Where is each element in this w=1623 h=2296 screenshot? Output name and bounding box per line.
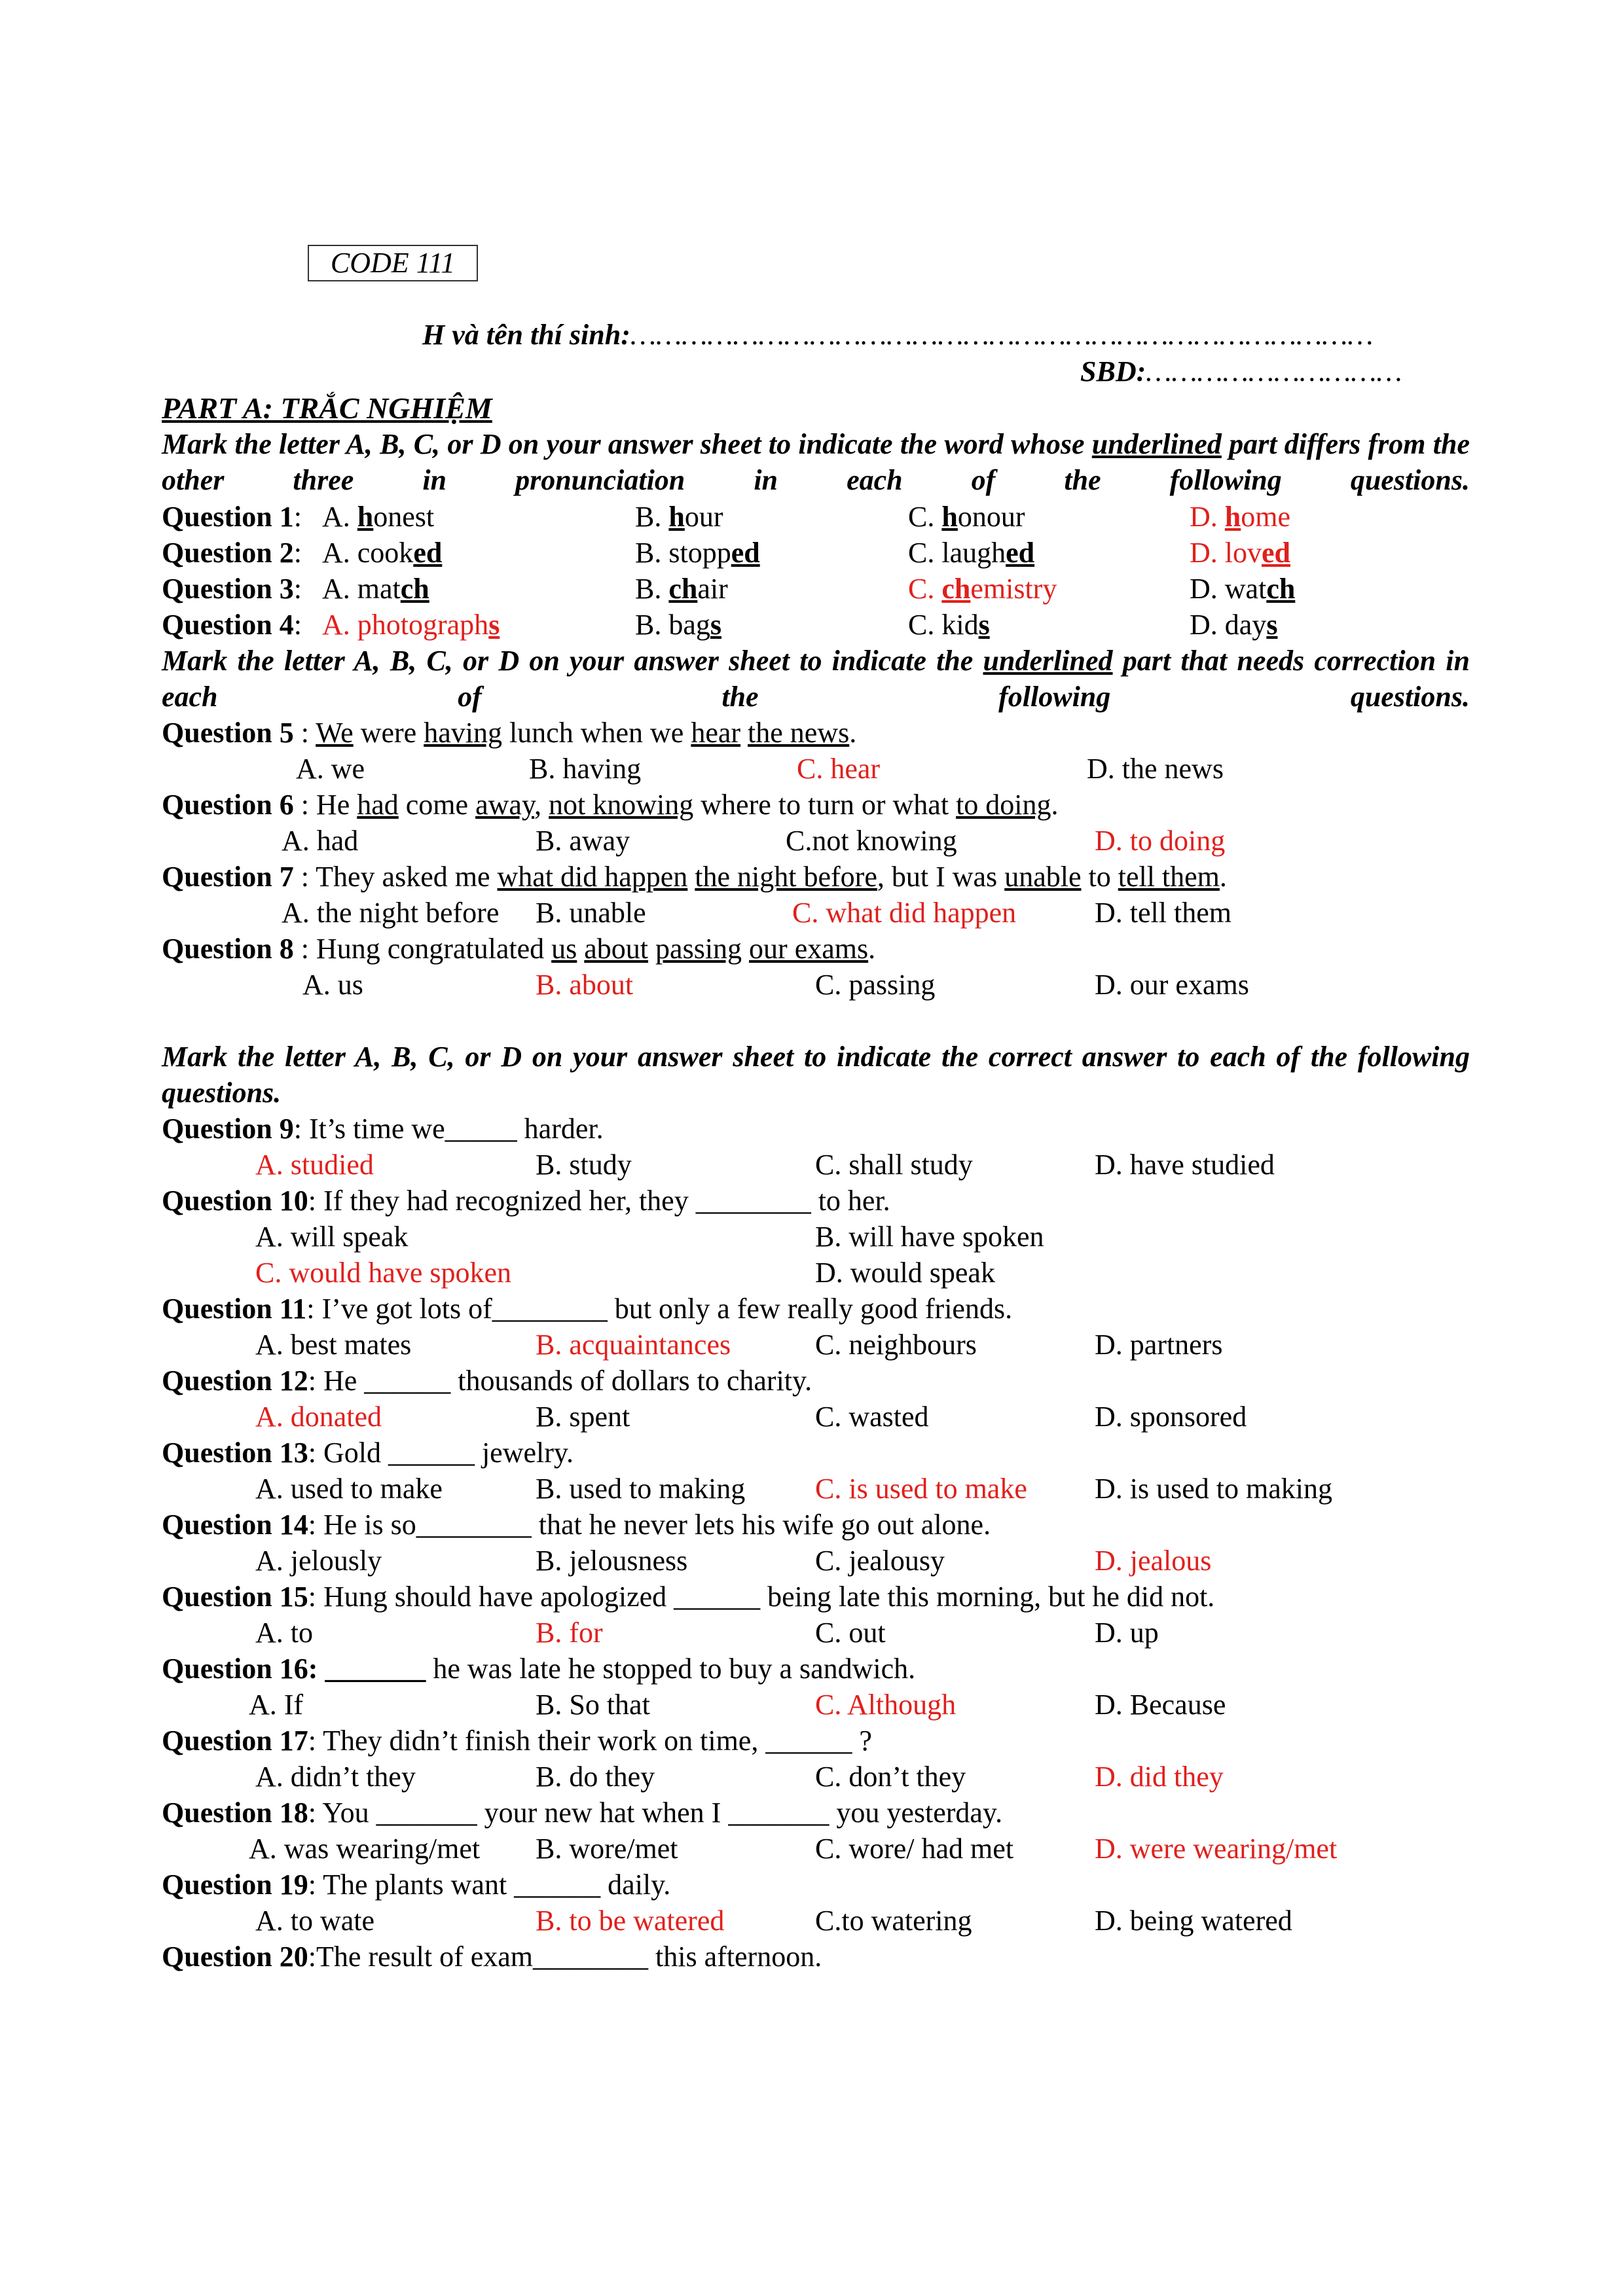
q6-option-c[interactable]: C.not knowing <box>786 825 957 857</box>
q3-option-d[interactable]: D. watch <box>1190 573 1296 605</box>
q8-option-a[interactable]: A. us <box>302 969 363 1001</box>
instruction-3-text: Mark the letter A, B, C, or D on your answer sheet to indicate the correct answer to each of the following questions. <box>162 1041 1470 1109</box>
question-12: Question 12: He ______ thousands of dollars to charity. <box>162 1365 812 1397</box>
candidate-name-dots: …………………………………………………………………………… <box>630 319 1374 351</box>
q19-option-a[interactable]: A. to wate <box>255 1905 375 1937</box>
q15-option-c[interactable]: C. out <box>815 1617 886 1649</box>
question-5: Question 5 : We were having lunch when we hear the news. <box>162 717 857 749</box>
question-7: Question 7 : They asked me what did happen the night before, but I was unable to tell them. <box>162 861 1227 893</box>
q3-option-a[interactable]: A. match <box>322 573 429 605</box>
q2-option-a[interactable]: A. cooked <box>322 537 443 569</box>
q6-option-a[interactable]: A. had <box>282 825 359 857</box>
q5-option-b[interactable]: B. having <box>529 753 642 785</box>
q14-option-d[interactable]: D. jealous <box>1095 1545 1212 1577</box>
q6-option-b[interactable]: B. away <box>536 825 630 857</box>
q1-option-c[interactable]: C. honour <box>908 501 1025 533</box>
sbd-dots: ………………………… <box>1146 355 1402 387</box>
q15-option-a[interactable]: A. to <box>255 1617 313 1649</box>
q14-option-b[interactable]: B. jelousness <box>536 1545 688 1577</box>
q16-option-c[interactable]: C. Although <box>815 1689 957 1721</box>
q14-option-a[interactable]: A. jelously <box>255 1545 382 1577</box>
q17-option-d[interactable]: D. did they <box>1095 1761 1224 1793</box>
q7-option-c[interactable]: C. what did happen <box>792 897 1017 929</box>
q11-option-c[interactable]: C. neighbours <box>815 1329 977 1361</box>
sbd-label: SBD: <box>1080 355 1146 387</box>
q16-option-b[interactable]: B. So that <box>536 1689 650 1721</box>
q14-option-c[interactable]: C. jealousy <box>815 1545 945 1577</box>
question-19: Question 19: The plants want ______ daily. <box>162 1869 671 1901</box>
q2-option-b[interactable]: B. stopped <box>635 537 760 569</box>
q4-option-d[interactable]: D. days <box>1190 609 1278 641</box>
q10-option-a[interactable]: A. will speak <box>255 1221 409 1253</box>
q11-option-d[interactable]: D. partners <box>1095 1329 1223 1361</box>
q18-option-c[interactable]: C. wore/ had met <box>815 1833 1014 1865</box>
q19-option-d[interactable]: D. being watered <box>1095 1905 1292 1937</box>
question-11: Question 11: I’ve got lots of________ but only a few really good friends. <box>162 1293 1013 1325</box>
q9-option-b[interactable]: B. study <box>536 1149 632 1181</box>
instruction-pronunciation <box>162 426 1470 498</box>
question-18: Question 18: You _______ your new hat when I _______ you yesterday. <box>162 1797 1003 1829</box>
q15-option-d[interactable]: D. up <box>1095 1617 1159 1649</box>
q7-option-d[interactable]: D. tell them <box>1095 897 1231 929</box>
q8-option-d[interactable]: D. our exams <box>1095 969 1249 1001</box>
instruction-1-text: Mark the letter A, B, C, or D on your answer sheet to indicate the word whose underlined part differs from the other three in pronunciation in each of the following questions. <box>162 428 1470 496</box>
q11-option-a[interactable]: A. best mates <box>255 1329 412 1361</box>
q5-option-a[interactable]: A. we <box>296 753 365 785</box>
q1-option-d[interactable]: D. home <box>1190 501 1291 533</box>
q5-option-d[interactable]: D. the news <box>1087 753 1224 785</box>
question-16: Question 16: _______ he was late he stopped to buy a sandwich. <box>162 1653 916 1685</box>
exam-code-box: CODE 111 <box>308 245 478 281</box>
candidate-name-label: H và tên thí sinh: <box>422 319 630 351</box>
instruction-2-text: Mark the letter A, B, C, or D on your answer sheet to indicate the underlined part that needs correction in each of the following questions. <box>162 645 1470 713</box>
q4-option-b[interactable]: B. bags <box>635 609 722 641</box>
question-4-label: Question 4: <box>162 609 302 641</box>
q17-option-b[interactable]: B. do they <box>536 1761 655 1793</box>
q7-option-b[interactable]: B. unable <box>536 897 646 929</box>
q9-option-c[interactable]: C. shall study <box>815 1149 973 1181</box>
q13-option-a[interactable]: A. used to make <box>255 1473 443 1505</box>
question-20: Question 20:The result of exam________ this afternoon. <box>162 1941 822 1973</box>
q8-option-b[interactable]: B. about <box>536 969 634 1001</box>
q16-option-a[interactable]: A. If <box>249 1689 304 1721</box>
q10-option-c[interactable]: C. would have spoken <box>255 1257 512 1289</box>
q4-option-a[interactable]: A. photographs <box>322 609 500 641</box>
q8-option-c[interactable]: C. passing <box>815 969 936 1001</box>
q13-option-b[interactable]: B. used to making <box>536 1473 746 1505</box>
q9-option-d[interactable]: D. have studied <box>1095 1149 1275 1181</box>
q3-option-b[interactable]: B. chair <box>635 573 728 605</box>
q10-option-d[interactable]: D. would speak <box>815 1257 995 1289</box>
q10-option-b[interactable]: B. will have spoken <box>815 1221 1044 1253</box>
q13-option-d[interactable]: D. is used to making <box>1095 1473 1332 1505</box>
sbd-line <box>1080 355 1402 388</box>
q1-option-b[interactable]: B. hour <box>635 501 723 533</box>
question-14: Question 14: He is so________ that he never lets his wife go out alone. <box>162 1509 991 1541</box>
q2-option-d[interactable]: D. loved <box>1190 537 1290 569</box>
q19-option-b[interactable]: B. to be watered <box>536 1905 725 1937</box>
question-8: Question 8 : Hung congratulated us about passing our exams. <box>162 933 876 965</box>
part-a-title: PART A: TRẮC NGHIỆM <box>162 391 492 425</box>
question-3-label: Question 3: <box>162 573 302 605</box>
q19-option-c[interactable]: C.to watering <box>815 1905 972 1937</box>
q16-option-d[interactable]: D. Because <box>1095 1689 1226 1721</box>
q17-option-a[interactable]: A. didn’t they <box>255 1761 416 1793</box>
q4-option-c[interactable]: C. kids <box>908 609 990 641</box>
q15-option-b[interactable]: B. for <box>536 1617 603 1649</box>
q17-option-c[interactable]: C. don’t they <box>815 1761 966 1793</box>
q5-option-c[interactable]: C. hear <box>797 753 881 785</box>
question-15: Question 15: Hung should have apologized ______ being late this morning, but he did not. <box>162 1581 1215 1613</box>
q12-option-c[interactable]: C. wasted <box>815 1401 929 1433</box>
q12-option-d[interactable]: D. sponsored <box>1095 1401 1247 1433</box>
question-13: Question 13: Gold ______ jewelry. <box>162 1437 574 1469</box>
q9-option-a[interactable]: A. studied <box>255 1149 374 1181</box>
q2-option-c[interactable]: C. laughed <box>908 537 1035 569</box>
instruction-error-correction <box>162 643 1470 715</box>
q6-option-d[interactable]: D. to doing <box>1095 825 1226 857</box>
q11-option-b[interactable]: B. acquaintances <box>536 1329 731 1361</box>
question-10: Question 10: If they had recognized her, they ________ to her. <box>162 1185 890 1217</box>
question-6: Question 6 : He had come away, not knowing where to turn or what to doing. <box>162 789 1059 821</box>
question-2-label: Question 2: <box>162 537 302 569</box>
question-1-label: Question 1: <box>162 501 302 533</box>
q18-option-b[interactable]: B. wore/met <box>536 1833 678 1865</box>
question-17: Question 17: They didn’t finish their work on time, ______ ? <box>162 1725 872 1757</box>
instruction-correct-answer <box>162 1039 1470 1111</box>
q3-option-c[interactable]: C. chemistry <box>908 573 1057 605</box>
q13-option-c[interactable]: C. is used to make <box>815 1473 1027 1505</box>
q18-option-d[interactable]: D. were wearing/met <box>1095 1833 1338 1865</box>
q1-option-a[interactable]: A. honest <box>322 501 435 533</box>
candidate-name-line <box>422 318 1373 351</box>
q12-option-a[interactable]: A. donated <box>255 1401 382 1433</box>
q7-option-a[interactable]: A. the night before <box>282 897 500 929</box>
question-9: Question 9: It’s time we_____ harder. <box>162 1113 604 1145</box>
q18-option-a[interactable]: A. was wearing/met <box>249 1833 481 1865</box>
q12-option-b[interactable]: B. spent <box>536 1401 630 1433</box>
